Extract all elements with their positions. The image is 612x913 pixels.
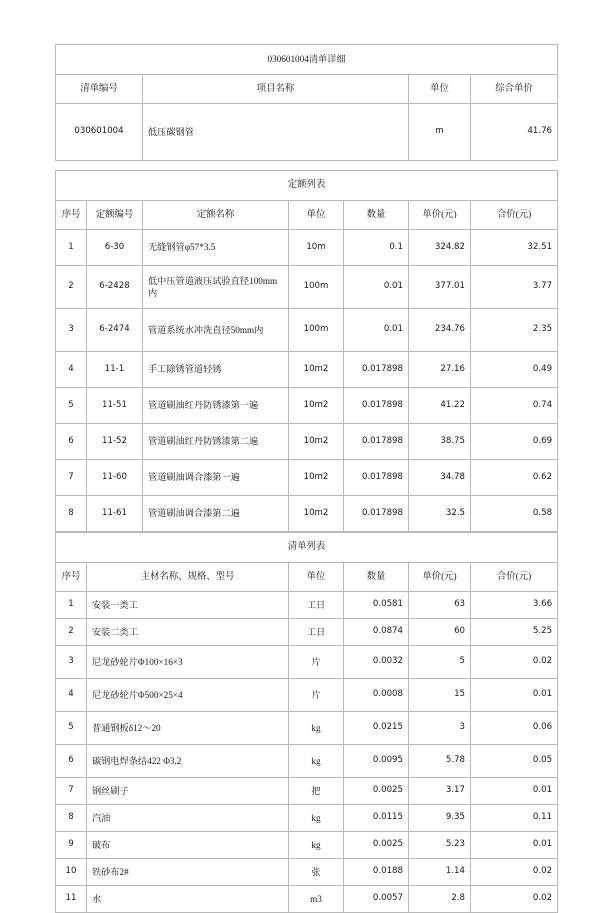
quota-cell-code: 6-30 (87, 230, 143, 266)
quota-cell-unit: 10m2 (289, 460, 344, 496)
quota-cell-name: 管道刷油红丹防锈漆第二遍 (143, 424, 289, 460)
summary-header-code: 清单编号 (56, 75, 143, 104)
summary-row (56, 104, 558, 161)
quota-cell-unit: 10m2 (289, 424, 344, 460)
table-row (56, 424, 558, 460)
bill-cell-seq: 5 (56, 712, 87, 745)
summary-header-price: 综合单价 (471, 75, 558, 104)
table-row (56, 619, 558, 646)
quota-cell-amount: 3.77 (471, 266, 558, 309)
bill-section-banner: 清单列表 (56, 533, 558, 563)
quota-cell-name: 管道系统水冲洗直径50mm内 (143, 309, 289, 352)
bill-cell-price: 3 (409, 712, 471, 745)
table-row (56, 388, 558, 424)
bill-cell-seq: 7 (56, 778, 87, 805)
quota-cell-name: 无缝钢管φ57*3.5 (143, 230, 289, 266)
table-row (56, 832, 558, 859)
bill-cell-unit: kg (289, 832, 344, 859)
bill-header-price: 单价(元) (409, 563, 471, 592)
quota-cell-price: 324.82 (409, 230, 471, 266)
bill-cell-amount: 0.01 (471, 778, 558, 805)
quota-cell-price: 32.5 (409, 496, 471, 532)
bill-cell-qty: 0.0095 (344, 745, 409, 778)
summary-cell-unit: m (409, 104, 471, 161)
bill-list-table (55, 532, 558, 913)
bill-cell-price: 5.78 (409, 745, 471, 778)
quota-cell-unit: 10m2 (289, 352, 344, 388)
bill-cell-name: 水 (87, 886, 289, 913)
quota-cell-price: 41.22 (409, 388, 471, 424)
quota-cell-seq: 3 (56, 309, 87, 352)
quota-header-row (56, 201, 558, 230)
bill-cell-qty: 0.0025 (344, 832, 409, 859)
quota-cell-price: 377.01 (409, 266, 471, 309)
quota-cell-amount: 0.58 (471, 496, 558, 532)
bill-cell-amount: 0.05 (471, 745, 558, 778)
bill-cell-price: 63 (409, 592, 471, 619)
bill-header-seq: 序号 (56, 563, 87, 592)
bill-cell-qty: 0.0025 (344, 778, 409, 805)
quota-header-unit: 单位 (289, 201, 344, 230)
summary-cell-price: 41.76 (471, 104, 558, 161)
summary-header-row (56, 75, 558, 104)
bill-cell-name: 破布 (87, 832, 289, 859)
bill-cell-unit: 片 (289, 646, 344, 679)
bill-cell-unit: m3 (289, 886, 344, 913)
bill-cell-unit: 把 (289, 778, 344, 805)
table-row (56, 496, 558, 532)
bill-cell-price: 60 (409, 619, 471, 646)
table-row (56, 309, 558, 352)
bill-cell-price: 9.35 (409, 805, 471, 832)
bill-cell-amount: 5.25 (471, 619, 558, 646)
bill-cell-seq: 3 (56, 646, 87, 679)
bill-cell-seq: 4 (56, 679, 87, 712)
table-row (56, 886, 558, 913)
quota-header-seq: 序号 (56, 201, 87, 230)
quota-cell-amount: 0.49 (471, 352, 558, 388)
bill-cell-name: 碳钢电焊条结422 Φ3.2 (87, 745, 289, 778)
quota-cell-qty: 0.01 (344, 266, 409, 309)
table-row (56, 778, 558, 805)
bill-cell-qty: 0.0115 (344, 805, 409, 832)
bill-cell-amount: 0.06 (471, 712, 558, 745)
document-title-row (56, 45, 558, 75)
bill-cell-seq: 1 (56, 592, 87, 619)
bill-cell-unit: 片 (289, 679, 344, 712)
bill-cell-qty: 0.0057 (344, 886, 409, 913)
summary-header-unit: 单位 (409, 75, 471, 104)
bill-cell-qty: 0.0215 (344, 712, 409, 745)
quota-cell-seq: 7 (56, 460, 87, 496)
quota-cell-code: 11-61 (87, 496, 143, 532)
table-row (56, 266, 558, 309)
bill-cell-seq: 10 (56, 859, 87, 886)
quota-cell-unit: 10m2 (289, 388, 344, 424)
quota-cell-amount: 2.35 (471, 309, 558, 352)
quota-cell-price: 38.75 (409, 424, 471, 460)
bill-cell-qty: 0.0032 (344, 646, 409, 679)
bill-cell-name: 普通钢板δ12～20 (87, 712, 289, 745)
quota-cell-code: 6-2428 (87, 266, 143, 309)
quota-cell-unit: 100m (289, 309, 344, 352)
bill-cell-name: 安装二类工 (87, 619, 289, 646)
table-row (56, 679, 558, 712)
bill-cell-unit: 工日 (289, 592, 344, 619)
quota-header-code: 定额编号 (87, 201, 143, 230)
quota-header-amount: 合价(元) (471, 201, 558, 230)
quota-cell-seq: 8 (56, 496, 87, 532)
table-row (56, 460, 558, 496)
bill-cell-price: 15 (409, 679, 471, 712)
bill-cell-unit: 工日 (289, 619, 344, 646)
quota-cell-amount: 32.51 (471, 230, 558, 266)
quota-cell-qty: 0.017898 (344, 496, 409, 532)
quota-cell-seq: 4 (56, 352, 87, 388)
bill-cell-name: 铁砂布2# (87, 859, 289, 886)
bill-cell-name: 尼龙砂轮片Φ500×25×4 (87, 679, 289, 712)
bill-cell-unit: kg (289, 712, 344, 745)
table-row (56, 859, 558, 886)
quota-cell-code: 11-52 (87, 424, 143, 460)
table-row (56, 646, 558, 679)
summary-cell-name: 低压碳钢管 (143, 104, 409, 161)
bill-header-row (56, 563, 558, 592)
bill-cell-unit: kg (289, 745, 344, 778)
bill-cell-name: 钢丝刷子 (87, 778, 289, 805)
bill-cell-price: 1.14 (409, 859, 471, 886)
bill-cell-unit: kg (289, 805, 344, 832)
table-row (56, 805, 558, 832)
quota-header-qty: 数量 (344, 201, 409, 230)
bill-cell-seq: 6 (56, 745, 87, 778)
quota-cell-name: 管道刷油红丹防锈漆第一遍 (143, 388, 289, 424)
quota-section-banner-row (56, 171, 558, 201)
bill-cell-amount: 0.02 (471, 886, 558, 913)
quota-header-name: 定额名称 (143, 201, 289, 230)
quota-cell-amount: 0.74 (471, 388, 558, 424)
quota-cell-code: 11-1 (87, 352, 143, 388)
bill-cell-name: 安装一类工 (87, 592, 289, 619)
summary-header-name: 项目名称 (143, 75, 409, 104)
quota-cell-price: 234.76 (409, 309, 471, 352)
bill-cell-amount: 0.01 (471, 832, 558, 859)
bill-section-banner-row (56, 533, 558, 563)
page-title: 030601004清单详细 (56, 45, 558, 75)
quota-cell-qty: 0.017898 (344, 352, 409, 388)
quota-cell-unit: 10m (289, 230, 344, 266)
bill-header-amount: 合价(元) (471, 563, 558, 592)
bill-cell-name: 汽油 (87, 805, 289, 832)
bill-cell-price: 5.23 (409, 832, 471, 859)
quota-cell-qty: 0.01 (344, 309, 409, 352)
table-row (56, 592, 558, 619)
bill-cell-unit: 张 (289, 859, 344, 886)
bill-cell-amount: 0.02 (471, 646, 558, 679)
bill-cell-name: 尼龙砂轮片Φ100×16×3 (87, 646, 289, 679)
quota-cell-name: 管道刷油调合漆第一遍 (143, 460, 289, 496)
quota-cell-qty: 0.017898 (344, 388, 409, 424)
quota-cell-code: 6-2474 (87, 309, 143, 352)
bill-cell-seq: 2 (56, 619, 87, 646)
quota-cell-seq: 5 (56, 388, 87, 424)
summary-cell-code: 030601004 (56, 104, 143, 161)
bill-cell-amount: 0.02 (471, 859, 558, 886)
bill-cell-qty: 0.0008 (344, 679, 409, 712)
table-row (56, 712, 558, 745)
bill-header-unit: 单位 (289, 563, 344, 592)
quota-cell-amount: 0.62 (471, 460, 558, 496)
bill-cell-amount: 0.11 (471, 805, 558, 832)
quota-cell-unit: 100m (289, 266, 344, 309)
quota-cell-seq: 1 (56, 230, 87, 266)
bill-cell-seq: 8 (56, 805, 87, 832)
quota-cell-name: 手工除锈管道轻锈 (143, 352, 289, 388)
quota-cell-qty: 0.017898 (344, 460, 409, 496)
quota-cell-qty: 0.017898 (344, 424, 409, 460)
table-row (56, 352, 558, 388)
bill-cell-qty: 0.0581 (344, 592, 409, 619)
quota-cell-name: 管道刷油调合漆第二遍 (143, 496, 289, 532)
quota-cell-name: 低中压管道液压试验直径100mm内 (143, 266, 289, 309)
bill-cell-seq: 11 (56, 886, 87, 913)
quota-header-price: 单价(元) (409, 201, 471, 230)
quota-section-banner: 定额列表 (56, 171, 558, 201)
quota-list-table (55, 170, 558, 532)
quota-cell-code: 11-60 (87, 460, 143, 496)
bill-cell-amount: 0.01 (471, 679, 558, 712)
bill-cell-amount: 3.66 (471, 592, 558, 619)
quota-cell-code: 11-51 (87, 388, 143, 424)
table-row (56, 230, 558, 266)
quota-cell-seq: 2 (56, 266, 87, 309)
bill-cell-qty: 0.0874 (344, 619, 409, 646)
bill-header-qty: 数量 (344, 563, 409, 592)
quota-cell-seq: 6 (56, 424, 87, 460)
quota-cell-price: 27.16 (409, 352, 471, 388)
bill-cell-seq: 9 (56, 832, 87, 859)
quota-cell-amount: 0.69 (471, 424, 558, 460)
detail-document (55, 44, 557, 913)
quota-cell-unit: 10m2 (289, 496, 344, 532)
bill-cell-price: 2.8 (409, 886, 471, 913)
bill-cell-qty: 0.0188 (344, 859, 409, 886)
bill-cell-price: 3.17 (409, 778, 471, 805)
summary-table (55, 44, 558, 161)
bill-cell-price: 5 (409, 646, 471, 679)
bill-header-name: 主材名称、规格、型号 (87, 563, 289, 592)
quota-cell-qty: 0.1 (344, 230, 409, 266)
quota-cell-price: 34.78 (409, 460, 471, 496)
table-row (56, 745, 558, 778)
